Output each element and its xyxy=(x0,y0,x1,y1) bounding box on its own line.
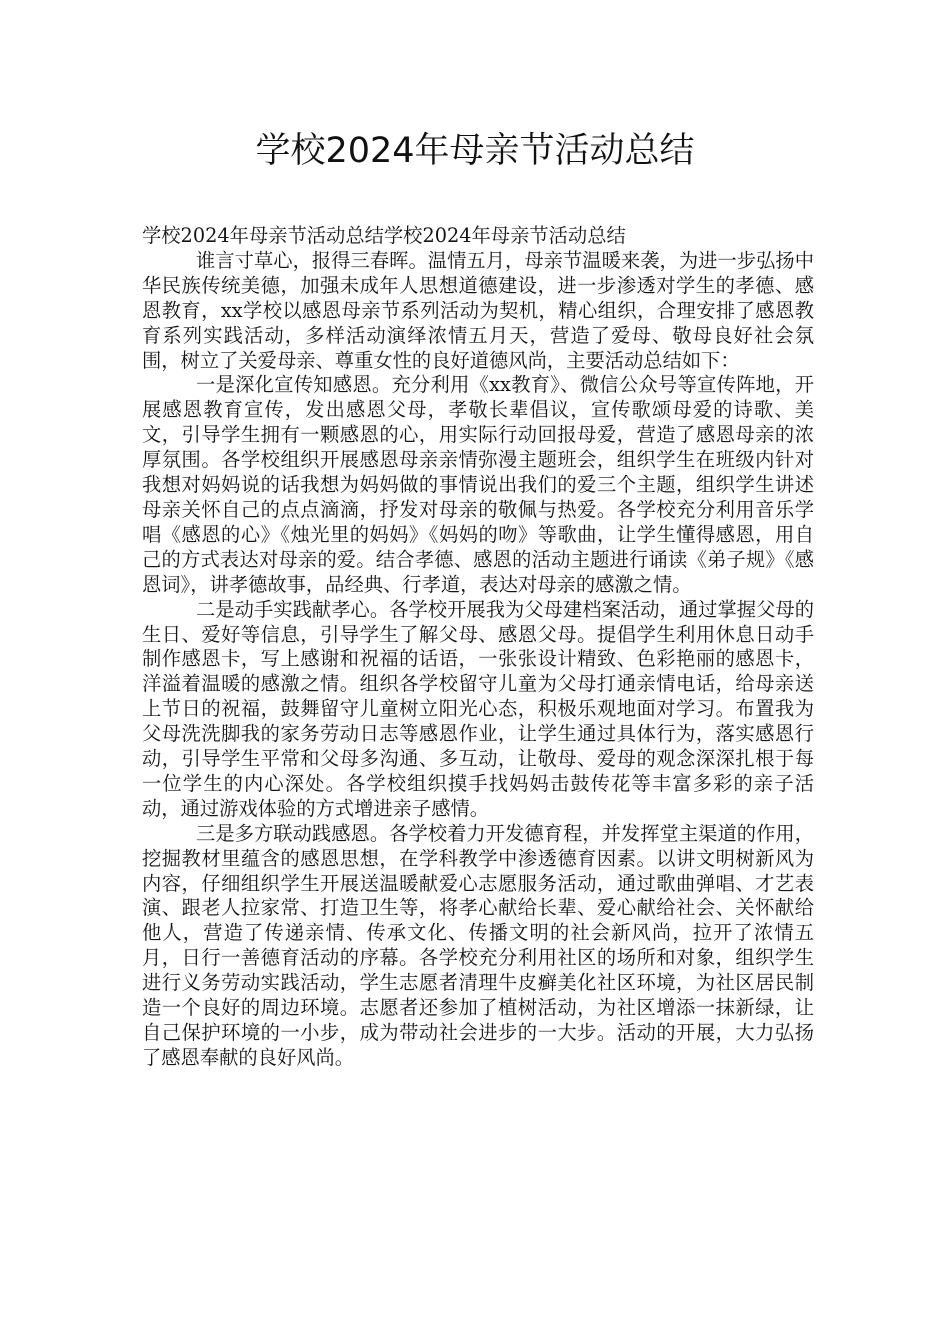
section-two-paragraph: 二是动手实践献孝心。各学校开展我为父母建档案活动，通过掌握父母的生日、爱好等信息，引导学生了解父母、感恩父母。提倡学生利用休息日动手制作感恩卡，写上感谢和祝福的话语，一张张设计精致、色彩艳丽的感恩卡，洋溢着温暖的感激之情。组织各学校留守儿童为父母打通亲情电话，给母亲送上节日的祝福，鼓舞留守儿童树立阳光心态，积极乐观地面对学习。布置我为父母洗洗脚我的家务劳动日志等感恩作业，让学生通过具体行为，落实感恩行动，引导学生平常和父母多沟通、多互动，让敬母、爱母的观念深深扎根于每一位学生的内心深处。各学校组织摸手找妈妈击鼓传花等丰富多彩的亲子活动，通过游戏体验的方式增进亲子感情。 xyxy=(142,597,814,820)
subtitle-paragraph: 学校2024年母亲节活动总结学校2024年母亲节活动总结 xyxy=(142,224,626,247)
intro-paragraph: 谁言寸草心，报得三春晖。温情五月，母亲节温暖来袭，为进一步弘扬中华民族传统美德，加强未成年人思想道德建设，进一步渗透对学生的孝德、感恩教育，xx学校以感恩母亲节系列活动为契机，精心组织，合理安排了感恩教育系列实践活动，多样活动演绎浓情五月天，营造了爱母、敬母良好社会氛围，树立了关爱母亲、尊重女性的良好道德风尚，主要活动总结如下： xyxy=(142,248,814,372)
document-body xyxy=(142,224,814,1071)
section-one-paragraph: 一是深化宣传知感恩。充分利用《xx教育》、微信公众号等宣传阵地，开展感恩教育宣传，发出感恩父母，孝敬长辈倡议，宣传歌颂母爱的诗歌、美文，引导学生拥有一颗感恩的心，用实际行动回报母爱，营造了感恩母亲的浓厚氛围。各学校组织开展感恩母亲亲情弥漫主题班会，组织学生在班级内针对我想对妈妈说的话我想为妈妈做的事情说出我们的爱三个主题，组织学生讲述母亲关怀自己的点点滴滴，抒发对母亲的敬佩与热爱。各学校充分利用音乐学唱《感恩的心》《烛光里的妈妈》《妈妈的吻》等歌曲，让学生懂得感恩，用自己的方式表达对母亲的爱。结合孝德、感恩的活动主题进行诵读《弟子规》《感恩词》，讲孝德故事，品经典、行孝道，表达对母亲的感激之情。 xyxy=(142,373,814,596)
document-title: 学校2024年母亲节活动总结 xyxy=(255,131,695,171)
section-three-paragraph: 三是多方联动践感恩。各学校着力开发德育程，并发挥堂主渠道的作用，挖掘教材里蕴含的感恩思想，在学科教学中渗透德育因素。以讲文明树新风为内容，仔细组织学生开展送温暖献爱心志愿服务活动，通过歌曲弹唱、才艺表演、跟老人拉家常、打造卫生等，将孝心献给长辈、爱心献给社会、关怀献给他人，营造了传递亲情、传承文化、传播文明的社会新风尚，拉开了浓情五月，日行一善德育活动的序幕。各学校充分利用社区的场所和对象，组织学生进行义务劳动实践活动，学生志愿者清理牛皮癣美化社区环境，为社区居民制造一个良好的周边环境。志愿者还参加了植树活动，为社区增添一抹新绿，让自己保护环境的一小步，成为带动社会进步的一大步。活动的开展，大力弘扬了感恩奉献的良好风尚。 xyxy=(142,821,814,1069)
